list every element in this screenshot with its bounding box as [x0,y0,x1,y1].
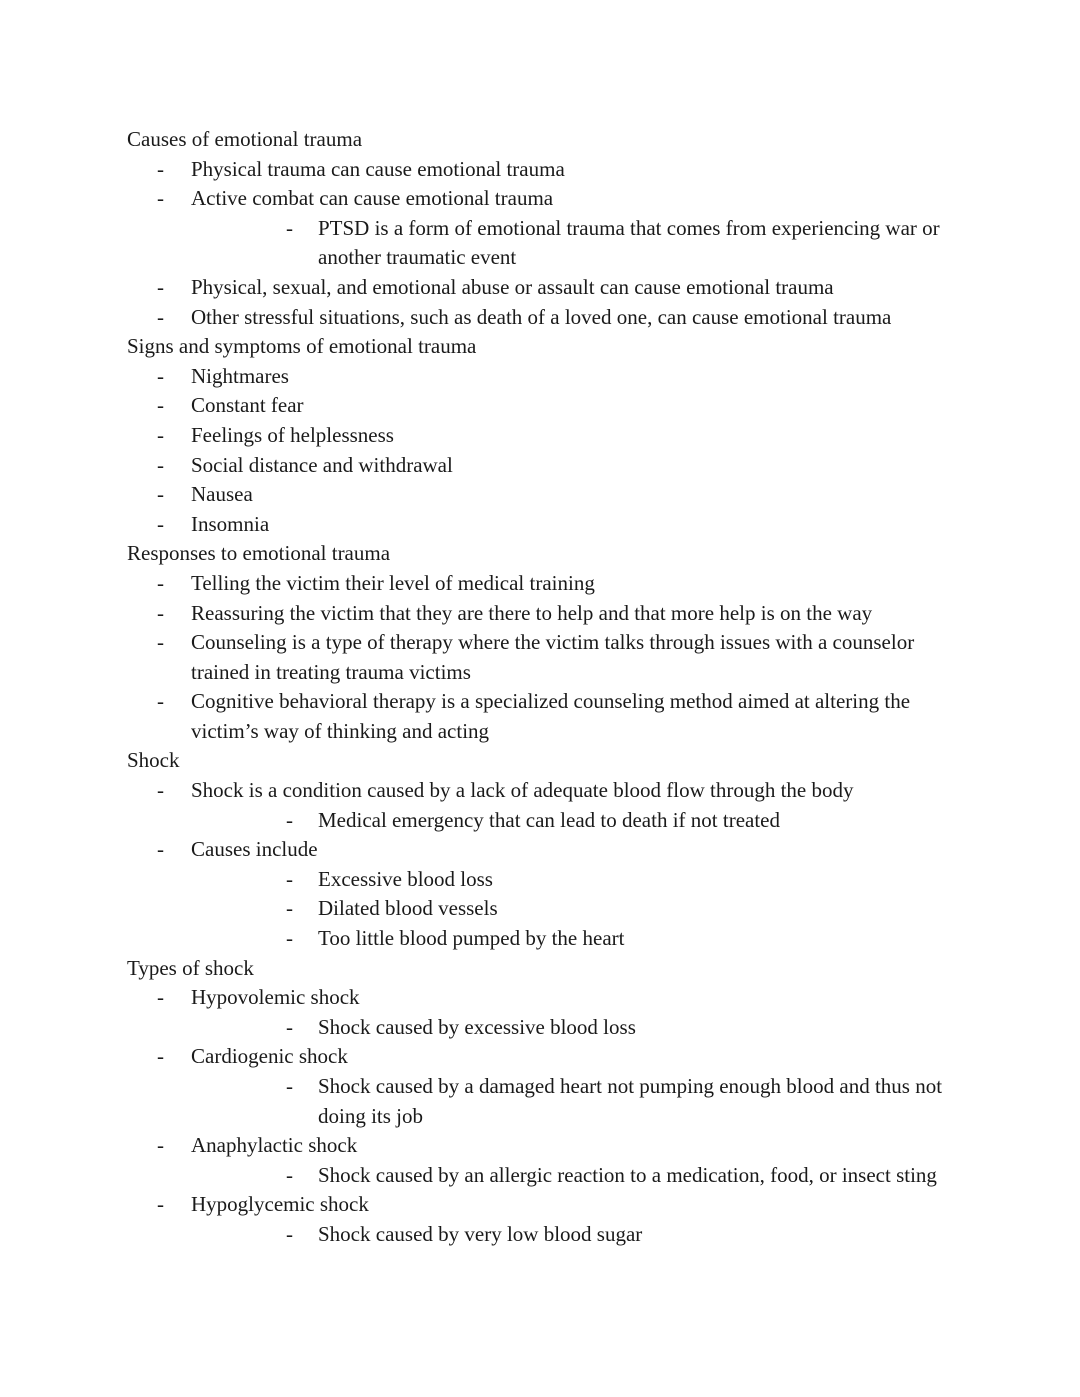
outline-section [127,746,967,953]
dash-bullet-icon: - [157,452,164,477]
bullet-list [127,155,967,333]
bullet-item [127,776,967,835]
bullet-item [127,569,967,599]
bullet-item [127,303,967,333]
dash-bullet-icon: - [157,422,164,447]
bullet-text: Anaphylactic shock [191,1133,358,1158]
sub-bullet-text: PTSD is a form of emotional trauma that comes from experiencing war or another traumatic event [318,215,940,270]
bullet-text: Hypoglycemic shock [191,1192,369,1217]
bullet-item [127,184,967,273]
dash-bullet-icon: - [157,1133,164,1158]
bullet-item [127,599,967,629]
dash-bullet-icon: - [286,1162,293,1187]
section-heading: Causes of emotional trauma [127,127,363,151]
bullet-item [127,1131,967,1190]
sub-bullet-text: Medical emergency that can lead to death if not treated [318,807,780,832]
sub-bullet-list [191,865,967,954]
dash-bullet-icon: - [157,600,164,625]
bullet-item [127,421,967,451]
dash-bullet-icon: - [157,511,164,536]
sub-bullet-list [191,214,967,273]
outline-section [127,332,967,539]
bullet-text: Reassuring the victim that they are there to help and that more help is on the way [191,600,873,625]
section-heading: Responses to emotional trauma [127,541,391,566]
dash-bullet-icon: - [157,985,164,1010]
sub-bullet-item [191,924,967,954]
dash-bullet-icon: - [157,1044,164,1069]
bullet-text: Insomnia [191,511,270,536]
bullet-text: Feelings of helplessness [191,422,394,447]
sub-bullet-list [191,1220,967,1250]
sub-bullet-item [191,894,967,924]
sub-bullet-text: Shock caused by excessive blood loss [318,1014,636,1039]
bullet-list [127,569,967,747]
sub-bullet-item [191,1161,967,1191]
dash-bullet-icon: - [157,482,164,507]
bullet-item [127,510,967,540]
bullet-item [127,155,967,185]
bullet-item [127,983,967,1042]
bullet-text: Nightmares [191,363,289,388]
dash-bullet-icon: - [157,274,164,299]
bullet-text: Causes include [191,837,318,862]
section-heading: Types of shock [127,955,254,980]
sub-bullet-list [191,1072,967,1131]
section-heading: Shock [127,748,180,773]
dash-bullet-icon: - [286,807,293,832]
outline-section [127,954,967,1250]
dash-bullet-icon: - [157,837,164,862]
bullet-list [127,983,967,1249]
bullet-list [127,776,967,954]
bullet-text: Active combat can cause emotional trauma [191,186,554,211]
dash-bullet-icon: - [286,1074,293,1098]
dash-bullet-icon: - [286,215,293,240]
bullet-text: Counseling is a type of therapy where the victim talks through issues with a counselor trained in treating trauma victims [191,630,915,684]
sub-bullet-text: Excessive blood loss [318,866,493,891]
bullet-text: Physical, sexual, and emotional abuse or assault can cause emotional trauma [191,274,834,299]
sub-bullet-text: Shock caused by an allergic reaction to a medication, food, or insect sting [318,1162,937,1187]
dash-bullet-icon: - [286,1014,293,1039]
dash-bullet-icon: - [286,926,293,951]
dash-bullet-icon: - [157,570,164,595]
bullet-item [127,273,967,303]
bullet-text: Physical trauma can cause emotional trauma [191,156,565,181]
sub-bullet-text: Dilated blood vessels [318,896,498,921]
dash-bullet-icon: - [157,630,164,655]
section-heading: Signs and symptoms of emotional trauma [127,334,477,359]
dash-bullet-icon: - [157,156,164,181]
sub-bullet-item [191,1220,967,1250]
dash-bullet-icon: - [286,866,293,891]
dash-bullet-icon: - [286,1221,293,1246]
sub-bullet-list [191,1161,967,1191]
sub-bullet-text: Shock caused by a damaged heart not pumping enough blood and thus not doing its job [318,1074,943,1128]
bullet-list [127,362,967,540]
sub-bullet-item [191,806,967,836]
bullet-item [127,835,967,953]
dash-bullet-icon: - [286,896,293,921]
bullet-item [127,628,967,687]
bullet-item [127,1190,967,1249]
outline-section [127,125,967,332]
bullet-item [127,687,967,746]
sub-bullet-item [191,865,967,895]
bullet-text: Cognitive behavioral therapy is a specialized counseling method aimed at altering the victim’s way of thinking and acting [191,689,911,743]
bullet-item [127,451,967,481]
bullet-item [127,362,967,392]
dash-bullet-icon: - [157,689,164,714]
dash-bullet-icon: - [157,363,164,388]
dash-bullet-icon: - [157,304,164,329]
bullet-text: Cardiogenic shock [191,1044,348,1069]
dash-bullet-icon: - [157,778,164,803]
bullet-text: Social distance and withdrawal [191,452,453,477]
bullet-item [127,1042,967,1131]
sub-bullet-item [191,1072,967,1131]
sub-bullet-list [191,1013,967,1043]
bullet-text: Other stressful situations, such as death of a loved one, can cause emotional trauma [191,304,892,329]
dash-bullet-icon: - [157,1192,164,1217]
bullet-text: Shock is a condition caused by a lack of adequate blood flow through the body [191,778,854,803]
bullet-text: Constant fear [191,393,304,418]
sub-bullet-item [191,214,967,273]
sub-bullet-list [191,806,967,836]
bullet-text: Hypovolemic shock [191,985,360,1010]
dash-bullet-icon: - [157,186,164,211]
sub-bullet-text: Too little blood pumped by the heart [318,926,625,951]
outline-section [127,539,967,746]
bullet-text: Nausea [191,482,253,507]
bullet-text: Telling the victim their level of medical training [191,570,595,595]
dash-bullet-icon: - [157,393,164,418]
sub-bullet-text: Shock caused by very low blood sugar [318,1221,643,1246]
sub-bullet-item [191,1013,967,1043]
document-body [127,125,967,1250]
bullet-item [127,480,967,510]
bullet-item [127,391,967,421]
